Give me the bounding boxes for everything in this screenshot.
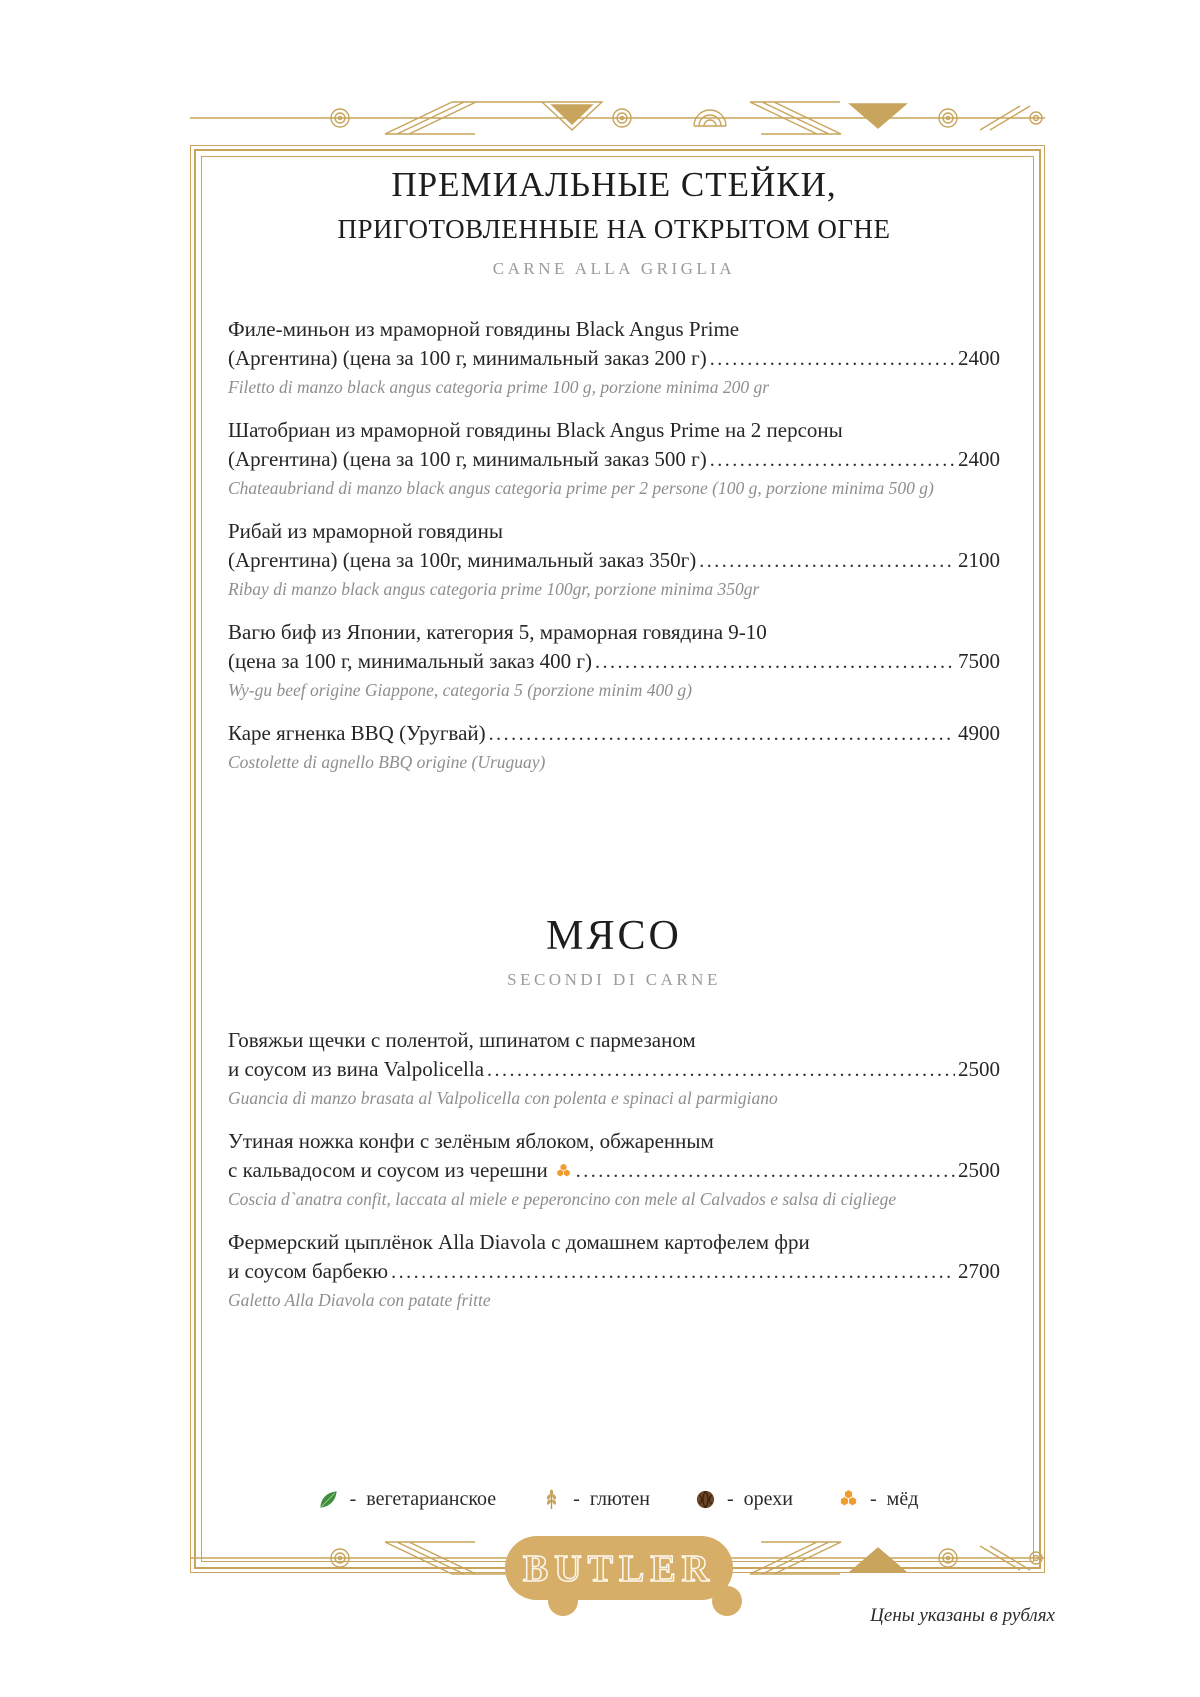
section-title: ПРЕМИАЛЬНЫЕ СТЕЙКИ,	[391, 165, 837, 204]
legend-label: вегетарианское	[366, 1488, 497, 1510]
item-name-text: (Аргентина) (цена за 100 г, минимальный заказ 200 г)	[228, 346, 707, 370]
dotted-leader	[489, 719, 955, 749]
menu-item	[228, 416, 1000, 500]
item-name-line	[228, 416, 1000, 445]
legend-label: глютен	[589, 1488, 650, 1510]
section-title: МЯСО	[546, 913, 682, 959]
top-border-ornament	[190, 78, 1045, 148]
menu-section-1	[228, 914, 1000, 1312]
item-price: 2700	[958, 1259, 1000, 1283]
item-name-line	[228, 618, 1000, 647]
item-name-text: Фермерский цыплёнок Alla Diavola с домашнем картофелем фри	[228, 1230, 810, 1254]
item-translation: Guancia di manzo brasata al Valpolicella con polenta e spinaci al parmigiano	[228, 1088, 778, 1108]
dotted-leader	[710, 445, 955, 475]
section-items	[228, 315, 1000, 774]
item-name-text: с кальвадосом и соусом из черешни	[228, 1158, 548, 1182]
item-price: 4900	[958, 721, 1000, 745]
item-name-text: Рибай из мраморной говядины	[228, 519, 503, 543]
honey-icon	[837, 1488, 860, 1511]
item-name-line	[228, 546, 1000, 576]
item-translation: Galetto Alla Diavola con patate fritte	[228, 1290, 491, 1310]
item-name-line	[228, 1257, 1000, 1287]
dotted-leader	[576, 1156, 955, 1186]
item-name-text: Шатобриан из мраморной говядины Black Angus Prime на 2 персоны	[228, 418, 843, 442]
item-name-line	[228, 315, 1000, 344]
item-name-text: (Аргентина) (цена за 100г, минимальный заказ 350г)	[228, 548, 697, 572]
item-translation: Filetto di manzo black angus categoria prime 100 g, porzione minima 200 gr	[228, 377, 770, 397]
legend-separator: -	[870, 1488, 877, 1510]
item-price: 2500	[958, 1057, 1000, 1081]
wheat-icon	[540, 1488, 563, 1511]
legend-label: мёд	[886, 1488, 919, 1510]
honey-icon	[554, 1162, 573, 1181]
dotted-leader	[391, 1257, 955, 1287]
item-price: 2400	[958, 346, 1000, 370]
item-name-text: Вагю биф из Японии, категория 5, мраморная говядина 9-10	[228, 620, 767, 644]
item-name-text: Филе-миньон из мраморной говядины Black Angus Prime	[228, 317, 740, 341]
allergen-legend	[190, 1488, 1045, 1511]
section-items	[228, 1026, 1000, 1312]
item-translation: Ribay di manzo black angus categoria prime 100gr, porzione minima 350gr	[228, 579, 760, 599]
leaf-icon	[317, 1488, 340, 1511]
dotted-leader	[487, 1055, 955, 1085]
legend-separator: -	[349, 1488, 357, 1510]
item-name-line	[228, 1127, 1000, 1156]
legend-entry	[837, 1488, 918, 1511]
butler-logo-text: BUTLER	[522, 1548, 716, 1590]
menu-item	[228, 1228, 1000, 1312]
item-name-line	[228, 1156, 1000, 1186]
item-name-line	[228, 344, 1000, 374]
legend-entry	[694, 1488, 793, 1511]
section-title: ПРИГОТОВЛЕННЫЕ НА ОТКРЫТОМ ОГНЕ	[337, 214, 891, 244]
item-name-text: (цена за 100 г, минимальный заказ 400 г)	[228, 649, 592, 673]
item-name-text: Утиная ножка конфи с зелёным яблоком, обжаренным	[228, 1129, 714, 1153]
item-translation: Wy-gu beef origine Giappone, categoria 5 (porzione minim 400 g)	[228, 680, 693, 700]
item-name-line	[228, 445, 1000, 475]
section-subtitle: CARNE ALLA GRIGLIA	[492, 259, 736, 278]
item-name-line	[228, 1228, 1000, 1257]
menu-item	[228, 719, 1000, 774]
menu-item	[228, 1127, 1000, 1211]
item-name-line	[228, 1055, 1000, 1085]
item-name-text: Говяжьи щечки с полентой, шпинатом с пармезаном	[228, 1028, 696, 1052]
dotted-leader	[710, 344, 955, 374]
legend-label: орехи	[743, 1488, 793, 1510]
item-price: 2100	[958, 548, 1000, 572]
item-name-line	[228, 517, 1000, 546]
menu-item	[228, 517, 1000, 601]
item-name-line	[228, 647, 1000, 677]
legend-separator: -	[727, 1488, 734, 1510]
legend-entry	[317, 1488, 497, 1511]
menu-content	[228, 163, 1000, 1329]
menu-section-0	[228, 163, 1000, 774]
currency-note: Цены указаны в рублях	[870, 1605, 1055, 1626]
dotted-leader	[595, 647, 955, 677]
legend-separator: -	[573, 1488, 580, 1510]
menu-item	[228, 315, 1000, 399]
item-price: 2400	[958, 447, 1000, 471]
item-name-line	[228, 1026, 1000, 1055]
item-price: 7500	[958, 649, 1000, 673]
item-name-text: (Аргентина) (цена за 100 г, минимальный заказ 500 г)	[228, 447, 707, 471]
item-price: 2500	[958, 1158, 1000, 1182]
item-name-text: Каре ягненка BBQ (Уругвай)	[228, 721, 486, 745]
dotted-leader	[699, 546, 955, 576]
nut-icon	[694, 1488, 717, 1511]
legend-entry	[540, 1488, 650, 1511]
section-subtitle: SECONDI DI CARNE	[507, 970, 721, 989]
item-translation: Chateaubriand di manzo black angus categoria prime per 2 persone (100 g, porzione minima 500 g)	[228, 478, 934, 498]
menu-item	[228, 1026, 1000, 1110]
item-name-text: и соусом из вина Valpolicella	[228, 1057, 485, 1081]
item-translation: Coscia d`anatra confit, laccata al miele e peperoncino con mele al Calvados e salsa di cigliege	[228, 1189, 897, 1209]
menu-item	[228, 618, 1000, 702]
butler-logo	[505, 1536, 733, 1600]
item-translation: Costolette di agnello BBQ origine (Uruguay)	[228, 752, 546, 772]
item-name-line	[228, 719, 1000, 749]
item-name-text: и соусом барбекю	[228, 1259, 389, 1283]
